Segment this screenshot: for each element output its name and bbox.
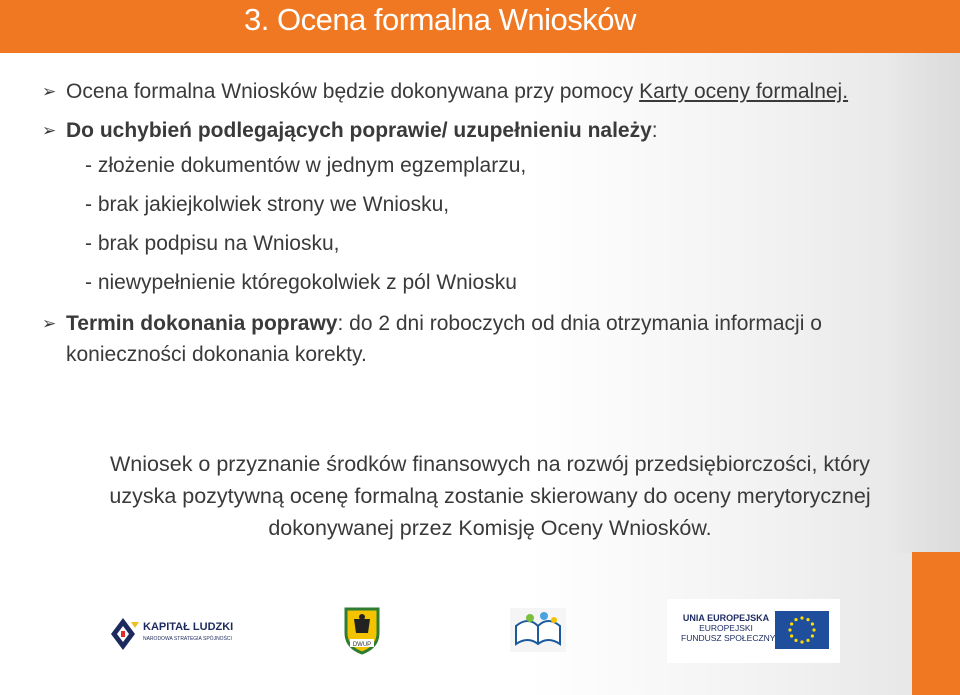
slide-title: 3. Ocena formalna Wniosków bbox=[244, 2, 636, 37]
termin-heading: Termin dokonania poprawy bbox=[66, 312, 338, 335]
eu-line1: UNIA EUROPEJSKA bbox=[682, 613, 770, 623]
arrow-bullet-icon: ➢ bbox=[42, 82, 57, 101]
list-item: - brak podpisu na Wniosku, bbox=[85, 232, 340, 255]
eu-flag-icon bbox=[775, 611, 829, 649]
arrow-bullet-icon: ➢ bbox=[42, 121, 57, 140]
closing-paragraph: Wniosek o przyznanie środków finansowych na rozwój przedsiębiorczości, który uzyska pozytywną ocenę formalną zostanie skierowany do oceny merytorycznej dokonywanej przez Komisję Oceny Wniosków. bbox=[109, 452, 871, 540]
slide-content bbox=[42, 72, 902, 370]
bullet-termin: ➢ Termin dokonania poprawy: do 2 dni roboczych od dnia otrzymania informacji o konieczności dokonania korekty. bbox=[42, 308, 902, 370]
bullet-uchybienia: ➢ Do uchybień podlegających poprawie/ uzupełnieniu należy: bbox=[42, 115, 902, 146]
uchybienia-heading: Do uchybień podlegających poprawie/ uzupełnieniu należy bbox=[66, 119, 652, 142]
kapital-ludzki-subtitle: NARODOWA STRATEGIA SPÓJNOŚCI bbox=[143, 636, 232, 642]
title-bar bbox=[0, 0, 960, 53]
arrow-bullet-icon: ➢ bbox=[42, 314, 57, 333]
side-accent-bar bbox=[912, 552, 960, 695]
list-item: - brak jakiejkolwiek strony we Wniosku, bbox=[85, 193, 450, 216]
eu-logo bbox=[667, 599, 840, 663]
kapital-ludzki-mark-icon bbox=[105, 614, 145, 654]
dwup-label: DWUP bbox=[352, 642, 372, 648]
bullet-karta-oceny bbox=[42, 76, 902, 107]
list-item: - niewypełnienie któregokolwiek z pól Wniosku bbox=[85, 271, 517, 294]
book-logo-icon bbox=[510, 608, 566, 652]
kapital-ludzki-title: KAPITAŁ LUDZKI bbox=[143, 621, 234, 633]
kapital-ludzki-logo bbox=[95, 599, 238, 667]
eu-text-block bbox=[681, 613, 776, 643]
bullet-text: Ocena formalna Wniosków będzie dokonywana przy pomocy Karty oceny formalnej. bbox=[66, 80, 849, 103]
karta-oceny-link[interactable]: Karty oceny formalnej. bbox=[639, 80, 849, 103]
eu-line2: EUROPEJSKI bbox=[699, 623, 753, 633]
eu-line3: FUNDUSZ SPOŁECZNY bbox=[681, 633, 776, 643]
list-item: - złożenie dokumentów w jednym egzemplarzu, bbox=[85, 154, 527, 177]
dwup-logo-icon bbox=[342, 607, 382, 655]
